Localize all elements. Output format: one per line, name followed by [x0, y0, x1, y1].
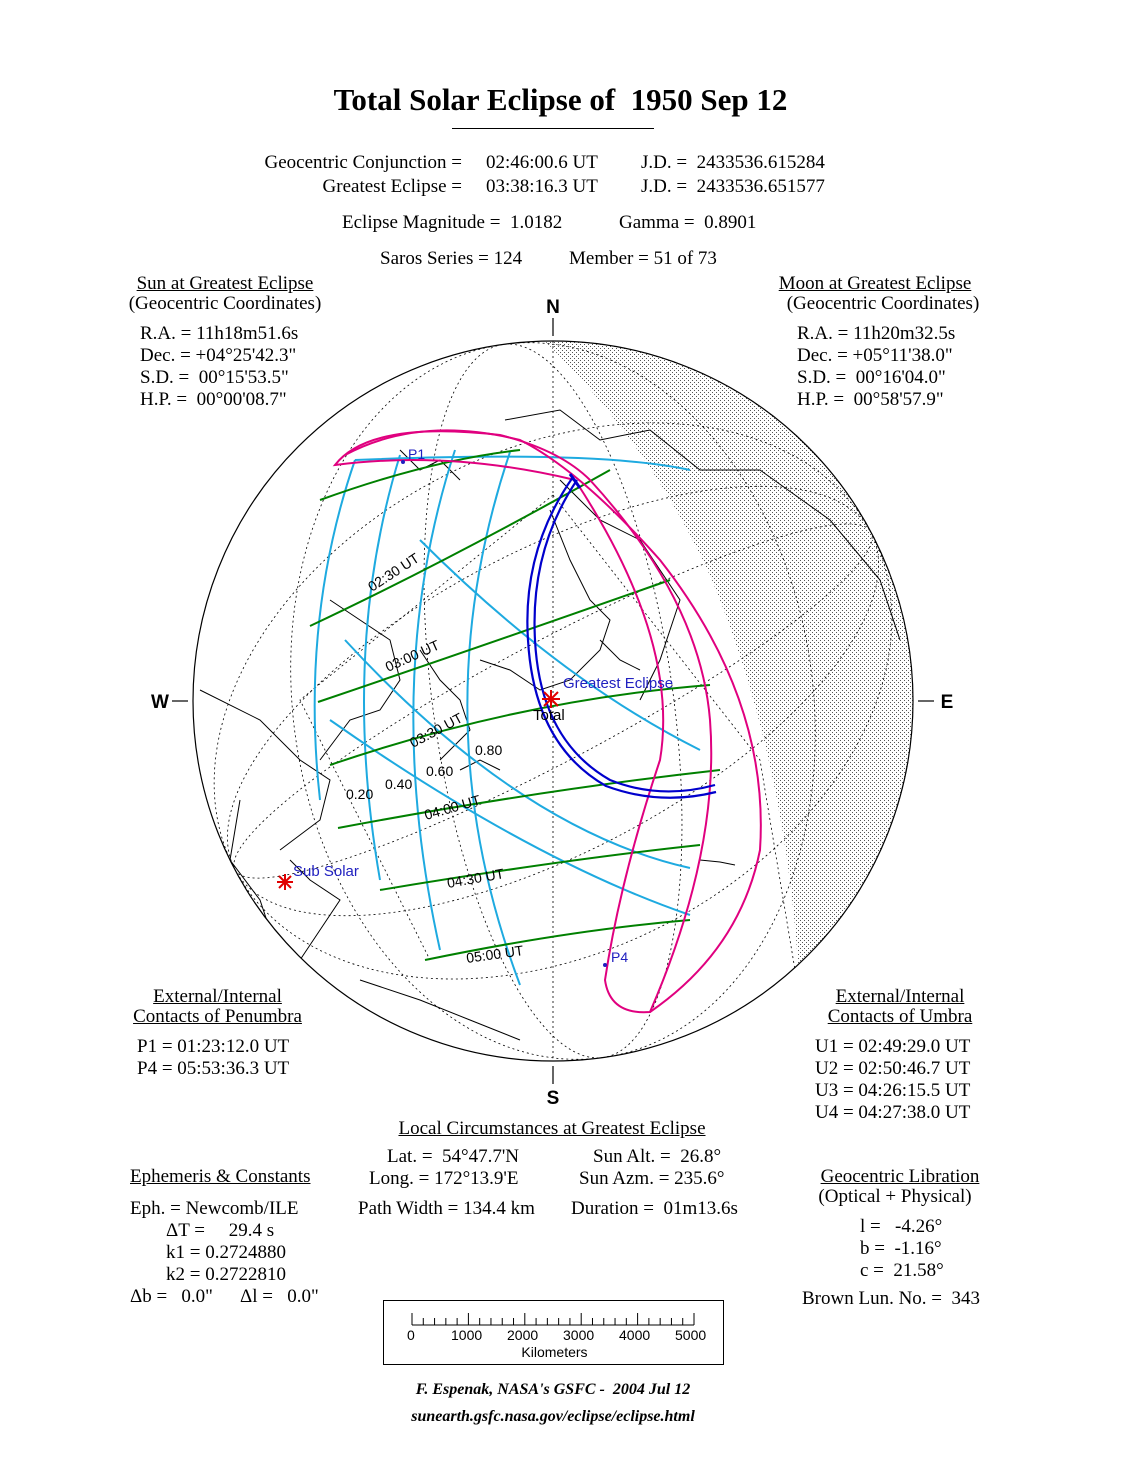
- credit-url: sunearth.gsfc.nasa.gov/eclipse/eclipse.html: [411, 1408, 695, 1425]
- umbra-u2: U2 = 02:50:46.7 UT: [815, 1058, 971, 1079]
- penumbra-p4: P4 = 05:53:36.3 UT: [137, 1058, 290, 1079]
- local-long: Long. = 172°13.9'E: [369, 1168, 519, 1189]
- greatest-eclipse-label: Greatest Eclipse =: [322, 176, 462, 197]
- ephemeris-delta-b: Δb = 0.0": [130, 1286, 213, 1307]
- page-title: Total Solar Eclipse of 1950 Sep 12: [333, 82, 788, 117]
- ephemeris-k1: k1 = 0.2724880: [166, 1242, 286, 1263]
- compass-west: W: [151, 692, 169, 713]
- sun-hp: H.P. = 00°00'08.7": [140, 389, 287, 410]
- compass-east: E: [940, 692, 954, 713]
- sun-ra: R.A. = 11h18m51.6s: [140, 323, 299, 344]
- scale-tick-0: 0: [407, 1327, 415, 1343]
- umbra-u3: U3 = 04:26:15.5 UT: [815, 1080, 971, 1101]
- sun-heading: Sun at Greatest Eclipse: [136, 273, 314, 294]
- greatest-eclipse-time: 03:38:16.3 UT: [486, 176, 598, 197]
- greatest-eclipse-marker: [542, 690, 560, 708]
- time-label-0330: 03:30 UT: [406, 709, 466, 751]
- moon-heading: Moon at Greatest Eclipse: [778, 273, 972, 294]
- time-label-0430: 04:30 UT: [445, 865, 506, 891]
- moon-ra: R.A. = 11h20m32.5s: [797, 323, 956, 344]
- libration-heading: Geocentric Libration: [820, 1166, 980, 1187]
- local-duration: Duration = 01m13.6s: [571, 1198, 738, 1219]
- greatest-eclipse-jd: J.D. = 2433536.651577: [641, 176, 825, 197]
- moon-dec: Dec. = +05°11'38.0": [797, 345, 953, 366]
- mag-label-020: 0.20: [346, 786, 374, 802]
- label-greatest-eclipse: Greatest Eclipse: [563, 675, 674, 692]
- moon-hp: H.P. = 00°58'57.9": [797, 389, 944, 410]
- eclipse-magnitude: Eclipse Magnitude = 1.0182: [342, 212, 563, 233]
- saros-member: Member = 51 of 73: [569, 248, 717, 269]
- time-label-0400: 04:00 UT: [422, 791, 483, 823]
- gamma-value: Gamma = 0.8901: [619, 212, 757, 233]
- saros-series: Saros Series = 124: [380, 248, 523, 269]
- conjunction-time: 02:46:00.6 UT: [486, 152, 598, 173]
- label-p4: P4: [611, 949, 629, 965]
- libration-subheading: (Optical + Physical): [818, 1186, 972, 1207]
- sub-solar-marker: [277, 874, 293, 890]
- moon-subheading: (Geocentric Coordinates): [786, 293, 980, 314]
- penumbra-heading-1: External/Internal: [153, 986, 282, 1007]
- p4-marker: [603, 963, 607, 967]
- ephemeris-delta-l: Δl = 0.0": [240, 1286, 319, 1307]
- brown-lunation: Brown Lun. No. = 343: [802, 1288, 981, 1309]
- credit-line: F. Espenak, NASA's GSFC - 2004 Jul 12: [415, 1381, 691, 1398]
- sun-subheading: (Geocentric Coordinates): [128, 293, 322, 314]
- sun-sd: S.D. = 00°15'53.5": [140, 367, 289, 388]
- libration-c: c = 21.58°: [860, 1260, 944, 1281]
- libration-b: b = -1.16°: [860, 1238, 942, 1259]
- ephemeris-heading: Ephemeris & Constants: [130, 1166, 311, 1187]
- label-total: Total: [533, 707, 565, 724]
- ephemeris-delta-t: ΔT = 29.4 s: [166, 1220, 275, 1241]
- label-p1: P1: [408, 446, 426, 462]
- scale-unit: Kilometers: [521, 1344, 588, 1360]
- time-label-0230: 02:30 UT: [364, 549, 422, 595]
- ephemeris-eph: Eph. = Newcomb/ILE: [130, 1198, 299, 1219]
- mag-label-060: 0.60: [426, 763, 454, 779]
- umbra-u4: U4 = 04:27:38.0 UT: [815, 1102, 971, 1123]
- umbra-u1: U1 = 02:49:29.0 UT: [815, 1036, 971, 1057]
- local-lat: Lat. = 54°47.7'N: [387, 1146, 520, 1167]
- moon-sd: S.D. = 00°16'04.0": [797, 367, 946, 388]
- local-heading: Local Circumstances at Greatest Eclipse: [398, 1118, 706, 1139]
- compass-south: S: [546, 1088, 560, 1109]
- conjunction-label: Geocentric Conjunction =: [264, 152, 462, 173]
- umbra-heading-2: Contacts of Umbra: [827, 1006, 973, 1027]
- libration-l: l = -4.26°: [860, 1216, 943, 1237]
- time-label-0500: 05:00 UT: [465, 942, 525, 966]
- sun-dec: Dec. = +04°25'42.3": [140, 345, 297, 366]
- scale-tick-3000: 3000: [563, 1327, 595, 1343]
- mag-label-040: 0.40: [385, 776, 413, 792]
- scale-bar-box: [383, 1300, 724, 1365]
- compass-north: N: [546, 297, 560, 318]
- penumbra-p1: P1 = 01:23:12.0 UT: [137, 1036, 290, 1057]
- scale-tick-2000: 2000: [507, 1327, 539, 1343]
- time-label-0300: 03:00 UT: [382, 636, 442, 675]
- scale-tick-4000: 4000: [619, 1327, 651, 1343]
- scale-tick-5000: 5000: [675, 1327, 707, 1343]
- local-path-width: Path Width = 134.4 km: [358, 1198, 535, 1219]
- scale-tick-1000: 1000: [451, 1327, 483, 1343]
- ephemeris-k2: k2 = 0.2722810: [166, 1264, 286, 1285]
- mag-label-080: 0.80: [475, 742, 503, 758]
- p1-marker: [401, 460, 405, 464]
- umbra-heading-1: External/Internal: [835, 986, 965, 1007]
- local-sun-azm: Sun Azm. = 235.6°: [579, 1168, 725, 1189]
- conjunction-jd: J.D. = 2433536.615284: [641, 152, 825, 173]
- local-sun-alt: Sun Alt. = 26.8°: [593, 1146, 722, 1167]
- penumbra-heading-2: Contacts of Penumbra: [133, 1006, 302, 1027]
- label-sub-solar: Sub Solar: [293, 863, 359, 880]
